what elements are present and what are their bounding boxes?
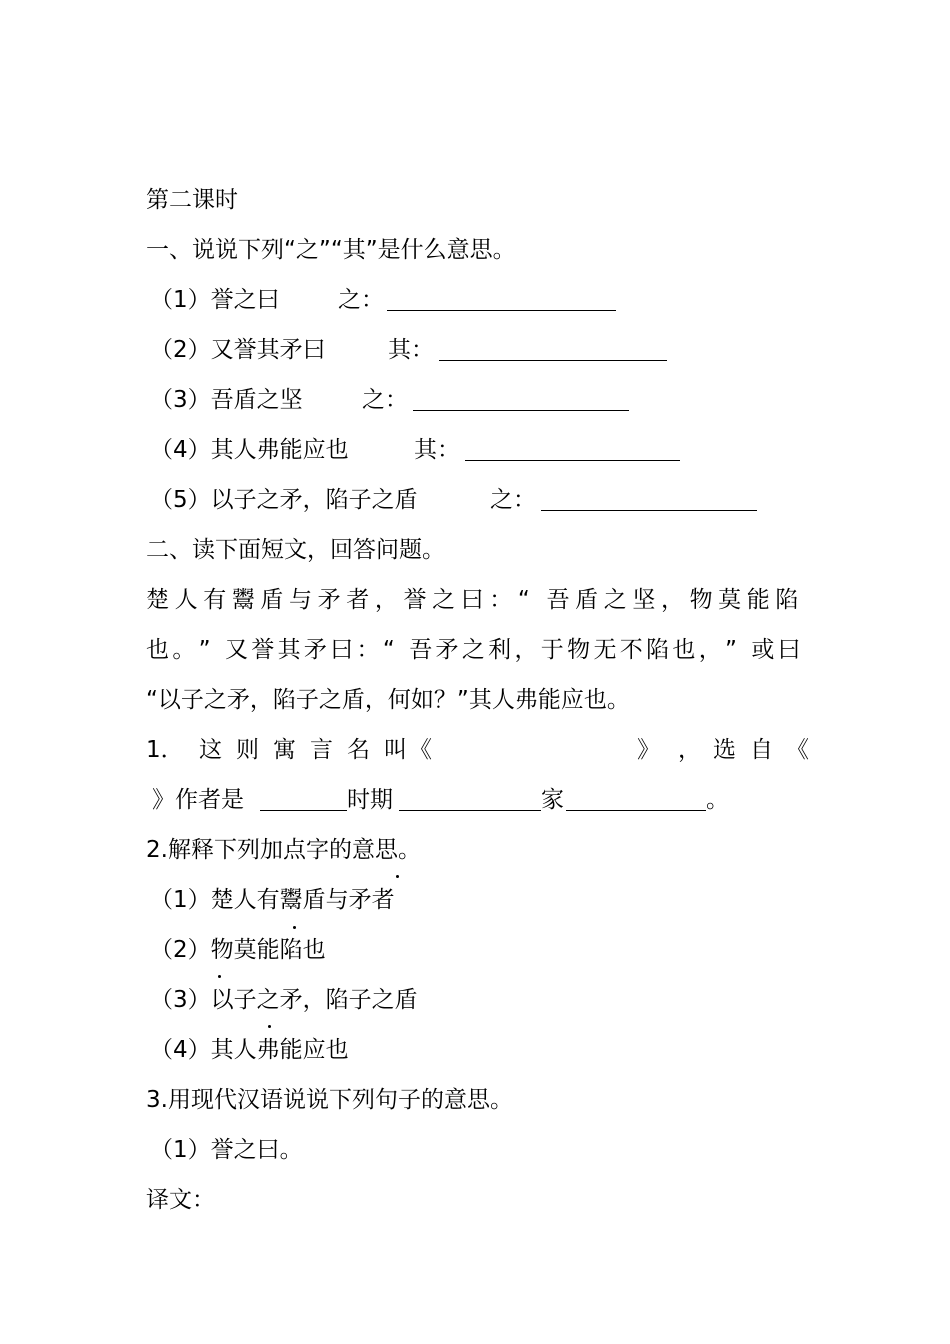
passage-char: “ [517,587,530,613]
passage-char: “ [382,637,395,663]
passage-char: 吾 [546,587,570,613]
passage-char: 楚 [146,587,169,613]
passage-char: 或 [751,637,775,663]
emphasis-dot [218,975,221,978]
q2-item-2 [150,932,326,968]
passage-char: 不 [619,637,643,663]
q1-comma: ， [678,737,701,763]
item-number: （3） [150,387,211,413]
s1-item-3 [150,382,303,418]
s1-item-5-target: 之： [490,487,536,513]
section2-heading: 二、读下面短文，回答问题。 [146,537,445,563]
q2-heading: 2.解释下列加点字的意思。 [146,837,421,863]
q1-number: 1． [146,737,184,763]
passage-char: 之 [461,637,485,663]
passage-char: 也 [146,637,169,663]
passage-char: 物 [567,637,591,663]
item-number: （4） [150,437,211,463]
s1-item-3-target: 之： [362,387,408,413]
q1-open-bracket: 《 [786,737,809,763]
q1-close-bracket: 》 [637,737,660,763]
item-number: （2） [150,937,211,963]
item-number: （2） [150,337,211,363]
q1-char: 名 [347,737,370,763]
item-phrase: 其人弗能应也 [210,437,349,463]
passage-char: 矛 [303,637,327,663]
item-number: （4） [150,1037,211,1063]
q1-char: 寓 [273,737,296,763]
q1-char: 则 [236,737,259,763]
section1-heading: 一、说说下列“之”“其”是什么意思。 [146,237,516,263]
author-blank[interactable] [260,810,347,811]
q1-char: 叫 [384,737,407,763]
passage-char: 者 [346,587,370,613]
q2-item-3 [150,982,418,1018]
s1-item-4-target: 其： [414,437,460,463]
emphasis-dot [293,926,296,929]
passage-char: 莫 [718,587,742,613]
item-number: （5） [150,487,211,513]
s1-item-1-target: 之： [338,287,384,313]
passage-char: ： [356,637,380,663]
passage-char: 也 [672,637,696,663]
passage-char: 之 [432,587,456,613]
passage-char: 利 [488,637,512,663]
passage-char: 曰 [777,637,801,663]
q1-period-label: 时期 [347,787,393,813]
q1-open-bracket: 《 [409,737,432,763]
passage-char: 物 [689,587,713,613]
passage-char: 人 [174,587,198,613]
q3-heading: 3.用现代汉语说说下列句子的意思。 [146,1087,513,1113]
item-number: （1） [150,887,211,913]
passage-char: 陷 [775,587,799,613]
s1-item-1 [150,282,280,318]
passage-char: ， [698,637,722,663]
s1-item-2 [150,332,326,368]
passage-char: 曰 [330,637,354,663]
passage-char: 矛 [317,587,341,613]
answer-label: 译文： [146,1187,215,1213]
passage-line-2 [146,632,804,668]
item-phrase: 以子之矛，陷子之盾 [210,487,418,513]
s1-item-4 [150,432,349,468]
passage-char: ， [374,587,398,613]
passage-char: 坚 [632,587,656,613]
period-blank[interactable] [399,810,541,811]
passage-line-1 [146,582,804,618]
q3-item-1: （1）誉之曰。 [150,1137,303,1163]
passage-char: 又 [224,637,248,663]
answer-blank-5[interactable] [541,510,757,511]
school-blank[interactable] [566,810,706,811]
q2-item-1 [150,882,395,918]
q1-author-label: 》作者是 [152,787,244,813]
q1-school-label: 家 [541,787,564,813]
q1-char: 自 [750,737,773,763]
passage-char: 有 [203,587,227,613]
emphasis-dot [396,875,399,878]
passage-char: 盾 [575,587,599,613]
passage-char: 。 [172,637,196,663]
answer-blank-3[interactable] [413,410,629,411]
passage-line-3: “以子之矛，陷子之盾，何如？”其人弗能应也。 [146,687,630,713]
q1-char: 选 [713,737,736,763]
passage-char: 陷 [646,637,670,663]
item-text: 其人弗能应也 [210,1037,349,1063]
passage-char: 于 [540,637,564,663]
passage-char: 无 [593,637,617,663]
q2-item-4 [150,1032,349,1068]
q1-char: 言 [310,737,333,763]
passage-char: ， [514,637,538,663]
passage-char: 之 [603,587,627,613]
q1-char: 这 [199,737,222,763]
passage-char: 矛 [435,637,459,663]
s1-item-5 [150,482,418,518]
item-phrase: 又誉其矛曰 [210,337,326,363]
passage-char: ” [725,637,737,663]
passage-char: 誉 [251,637,275,663]
passage-char: 鬻 [231,587,255,613]
item-number: （3） [150,987,211,1013]
passage-char: ” [198,637,211,663]
q1-end-mark: 。 [706,787,729,813]
item-phrase: 吾盾之坚 [210,387,303,413]
item-number: （1） [150,287,211,313]
passage-char: 其 [277,637,301,663]
item-phrase: 誉之曰 [210,287,280,313]
answer-blank-2[interactable] [439,360,667,361]
passage-char: 曰 [460,587,484,613]
emphasis-dot [268,1025,271,1028]
item-text: 楚人有鬻盾与矛者 [210,887,395,913]
passage-char: ： [489,587,513,613]
answer-blank-4[interactable] [465,460,680,461]
passage-char: 与 [289,587,313,613]
lesson-title: 第二课时 [146,187,238,213]
q1-line-1 [146,732,809,768]
answer-blank-1[interactable] [387,310,616,311]
passage-char: 能 [746,587,770,613]
passage-char: 盾 [260,587,284,613]
item-text: 以子之矛，陷子之盾 [210,987,418,1013]
passage-char: 誉 [403,587,427,613]
item-text: 物莫能陷也 [210,937,326,963]
passage-char: 吾 [409,637,433,663]
s1-item-2-target: 其： [388,337,434,363]
passage-char: ， [660,587,684,613]
